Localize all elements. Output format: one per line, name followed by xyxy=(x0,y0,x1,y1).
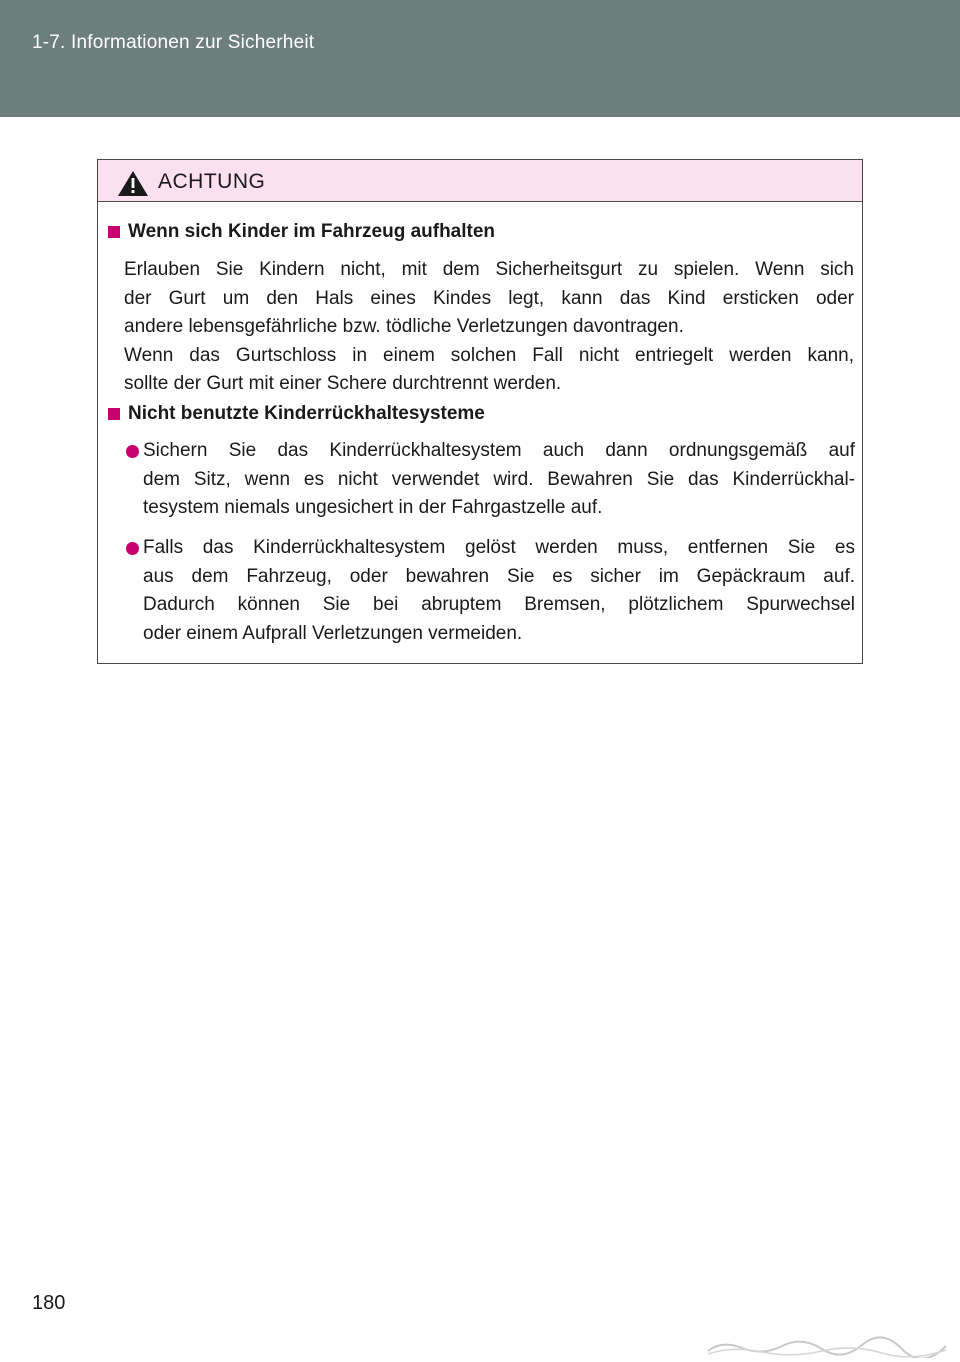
header-bar xyxy=(0,0,960,117)
page-number: 180 xyxy=(32,1292,66,1314)
paragraph-line: andere lebensgefährliche bzw. tödliche Verletzungen davontragen. xyxy=(124,316,684,337)
paragraph-line: Erlauben Sie Kindern nicht, mit dem Sicherheitsgurt zu spielen. Wenn sich xyxy=(124,259,854,280)
dot-bullet-icon xyxy=(126,445,139,458)
sub-item-text xyxy=(143,534,855,648)
warning-header xyxy=(98,160,862,202)
sub-item-line: Sichern Sie das Kinderrückhaltesystem auch dann ordnungsgemäß auf xyxy=(143,440,855,461)
square-bullet-icon xyxy=(108,408,120,420)
sub-item-line: oder einem Aufprall Verletzungen vermeiden. xyxy=(143,622,523,644)
warning-triangle-icon xyxy=(117,169,149,197)
dot-bullet-icon xyxy=(126,542,139,555)
paragraph-line: sollte der Gurt mit einer Schere durchtrennt werden. xyxy=(124,373,562,394)
paragraph-line: der Gurt um den Hals eines Kindes legt, kann das Kind ersticken oder xyxy=(124,287,854,309)
sub-item-line: dem Sitz, wenn es nicht verwendet wird. Bewahren Sie das Kinderrückhal- xyxy=(143,468,855,490)
item-heading-children-in-vehicle xyxy=(108,221,495,243)
sub-item-line: Dadurch können Sie bei abruptem Bremsen, plötzlichem Spurwechsel xyxy=(143,594,855,615)
item-paragraph xyxy=(124,256,854,399)
sub-item-text xyxy=(143,437,855,523)
warning-title: ACHTUNG xyxy=(158,170,266,193)
sub-item-line: tesystem niemals ungesichert in der Fahrgastzelle auf. xyxy=(143,497,603,518)
paragraph-line: Wenn das Gurtschloss in einem solchen Fall nicht entriegelt werden kann, xyxy=(124,344,854,366)
square-bullet-icon xyxy=(108,226,120,238)
warning-box xyxy=(97,159,863,664)
sub-item-line: Falls das Kinderrückhaltesystem gelöst werden muss, entfernen Sie es xyxy=(143,537,855,558)
item-heading-unused-child-restraints xyxy=(108,403,485,425)
item-heading-text: Nicht benutzte Kinderrückhaltesysteme xyxy=(128,403,485,424)
section-title: 1-7. Informationen zur Sicherheit xyxy=(32,32,315,53)
item-heading-text: Wenn sich Kinder im Fahrzeug aufhalten xyxy=(128,221,496,242)
watermark-logo xyxy=(702,1336,952,1358)
sub-item-line: aus dem Fahrzeug, oder bewahren Sie es sicher im Gepäckraum auf. xyxy=(143,565,855,587)
